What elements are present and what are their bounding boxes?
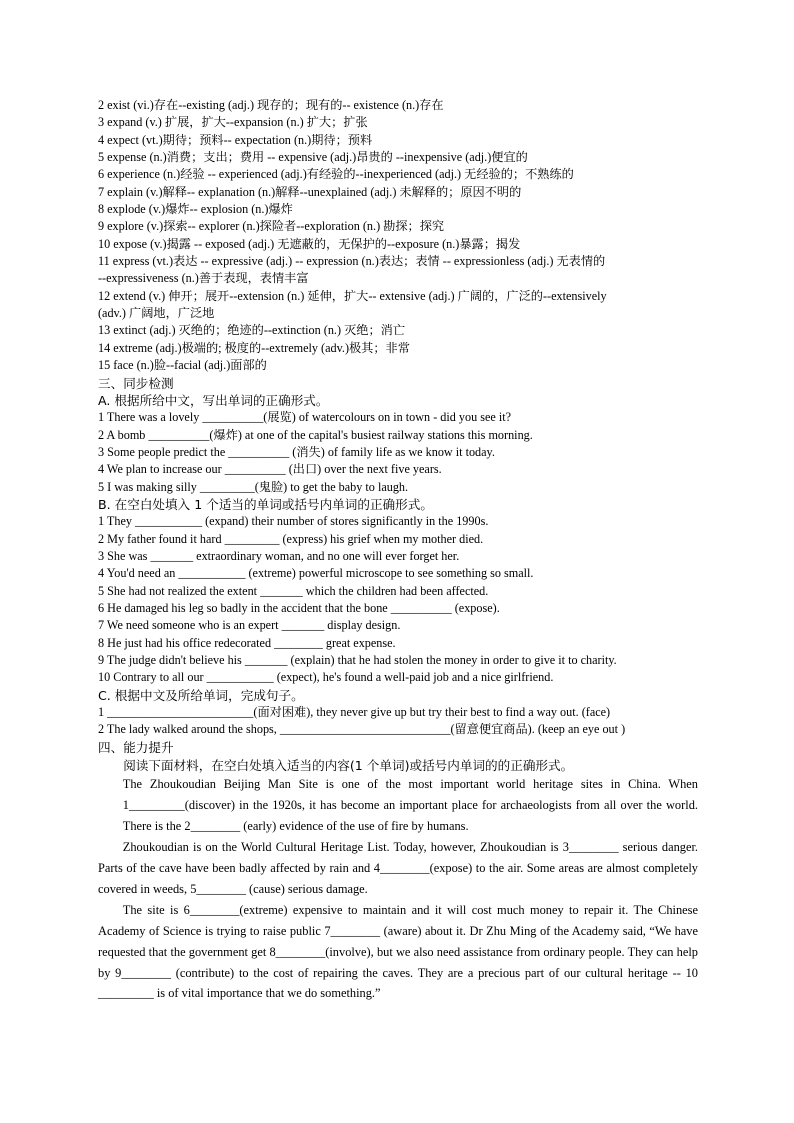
exercise-item: 2 The lady walked around the shops, ____________________________(留意便宜商品). (keep an eye out )	[98, 722, 626, 737]
word-entry: 5 expense (n.)消费；支出；费用 -- expensive (adj.)昂贵的 --inexpensive (adj.)便宜的	[98, 150, 528, 165]
exercise-b-instruction: B. 在空白处填入 1 个适当的单词或括号内单词的正确形式。	[98, 496, 433, 512]
word-entry: 6 experience (n.)经验 -- experienced (adj.)有经验的--inexperienced (adj.) 无经验的；不熟练的	[98, 167, 574, 182]
section-heading-ability: 四、能力提升	[98, 739, 174, 755]
word-entry: 4 expect (vt.)期待；预料-- expectation (n.)期待；预料	[98, 132, 373, 147]
word-entry: 7 explain (v.)解释-- explanation (n.)解释--unexplained (adj.) 未解释的；原因不明的	[98, 184, 522, 199]
exercise-item: 2 A bomb __________(爆炸) at one of the capital's busiest railway stations this morning.	[98, 427, 533, 442]
exercise-item: 4 We plan to increase our __________ (出口) over the next five years.	[98, 462, 442, 477]
word-entry: 9 explore (v.)探索-- explorer (n.)探险者--exploration (n.) 勘探；探究	[98, 219, 445, 234]
exercise-item: 1 ________________________(面对困难), they never give up but try their best to find a way out. (face)	[98, 705, 611, 720]
exercise-item: 10 Contrary to all our ___________ (expect), he's found a well-paid job and a nice girlfriend.	[98, 670, 554, 685]
word-entry: 8 explode (v.)爆炸-- explosion (n.)爆炸	[98, 202, 293, 217]
exercise-item: 3 She was _______ extraordinary woman, and no one will ever forget her.	[98, 548, 460, 563]
word-entry: 15 face (n.)脸--facial (adj.)面部的	[98, 358, 267, 373]
passage-instruction: 阅读下面材料，在空白处填入适当的内容(1 个单词)或括号内单词的的正确形式。	[123, 758, 574, 774]
exercise-c	[98, 687, 698, 739]
passage-paragraph: Zhoukoudian is on the World Cultural Heritage List. Today, however, Zhoukoudian is 3________ serious danger. Parts of the cave have been badly affected by rain and 4________(expose) to the air. Some areas are almost completely covered in weeds, 5________ (cause) serious damage.	[98, 840, 698, 896]
passage-paragraph: The site is 6________(extreme) expensive to maintain and it will cost much money to repair it. The Chinese Academy of Science is trying to raise public 7________ (aware) about it. Dr Zhu Ming of the Academy said, “We have requested that the government get 8________(involve), but we also need assistance from ordinary people. They can help by 9________ (contribute) to the cost of repairing the caves. They are a precious part of our cultural heritage -- 10 _________ is of vital importance that we do something.”	[98, 902, 698, 1001]
exercise-a	[98, 392, 698, 496]
exercise-item: 5 She had not realized the extent _______ which the children had been affected.	[98, 583, 489, 598]
passage-paragraph: The Zhoukoudian Beijing Man Site is one of the most important world heritage sites in China. When 1_________(discover) in the 1920s, it has become an important place for archaeologists from all over the world. There is the 2________ (early) evidence of the use of fire by humans.	[122, 777, 698, 834]
document-page	[98, 97, 698, 1004]
exercise-item: 7 We need someone who is an expert _______ display design.	[98, 618, 401, 633]
section-heading-sync-test: 三、同步检测	[98, 375, 174, 391]
word-entry: 3 expand (v.) 扩展，扩大--expansion (n.) 扩大；扩张	[98, 115, 368, 130]
word-entry: (adv.) 广阔地，广泛地	[98, 306, 215, 321]
exercise-item: 3 Some people predict the __________ (消失) of family life as we know it today.	[98, 444, 495, 459]
reading-passage	[98, 756, 698, 1004]
exercise-item: 6 He damaged his leg so badly in the accident that the bone __________ (expose).	[98, 600, 500, 615]
word-entry: --expressiveness (n.)善于表现，表情丰富	[98, 271, 309, 286]
exercise-a-instruction: A. 根据所给中文，写出单词的正确形式。	[98, 392, 329, 408]
exercise-item: 9 The judge didn't believe his _______ (explain) that he had stolen the money in order to give it to charity.	[98, 653, 617, 667]
word-entry: 13 extinct (adj.) 灭绝的；绝迹的--extinction (n.) 灭绝；消亡	[98, 323, 406, 338]
word-entry: 2 exist (vi.)存在--existing (adj.) 现存的；现有的-- existence (n.)存在	[98, 98, 444, 112]
word-entry: 10 expose (v.)揭露 -- exposed (adj.) 无遮蔽的，无保护的--exposure (n.)暴露；揭发	[98, 236, 521, 251]
exercise-item: 1 They ___________ (expand) their number of stores significantly in the 1990s.	[98, 514, 489, 529]
exercise-b	[98, 496, 698, 687]
exercise-item: 2 My father found it hard _________ (express) his grief when my mother died.	[98, 531, 484, 546]
exercise-item: 1 There was a lovely __________(展览) of watercolours on in town - did you see it?	[98, 410, 512, 425]
word-entry: 12 extend (v.) 伸开；展开--extension (n.) 延伸，扩大-- extensive (adj.) 广阔的，广泛的--extensively	[98, 288, 607, 303]
word-list	[98, 97, 698, 375]
word-entry: 14 extreme (adj.)极端的; 极度的--extremely (adv.)极其；非常	[98, 340, 410, 355]
exercise-item: 4 You'd need an ___________ (extreme) powerful microscope to see something so small.	[98, 566, 534, 581]
exercise-item: 8 He just had his office redecorated ________ great expense.	[98, 635, 396, 650]
exercise-c-instruction: C. 根据中文及所给单词，完成句子。	[98, 687, 304, 703]
exercise-item: 5 I was making silly _________(鬼脸) to get the baby to laugh.	[98, 479, 409, 494]
word-entry: 11 express (vt.)表达 -- expressive (adj.) -- expression (n.)表达；表情 -- expressionless (adj.) 无表情的	[98, 254, 606, 269]
